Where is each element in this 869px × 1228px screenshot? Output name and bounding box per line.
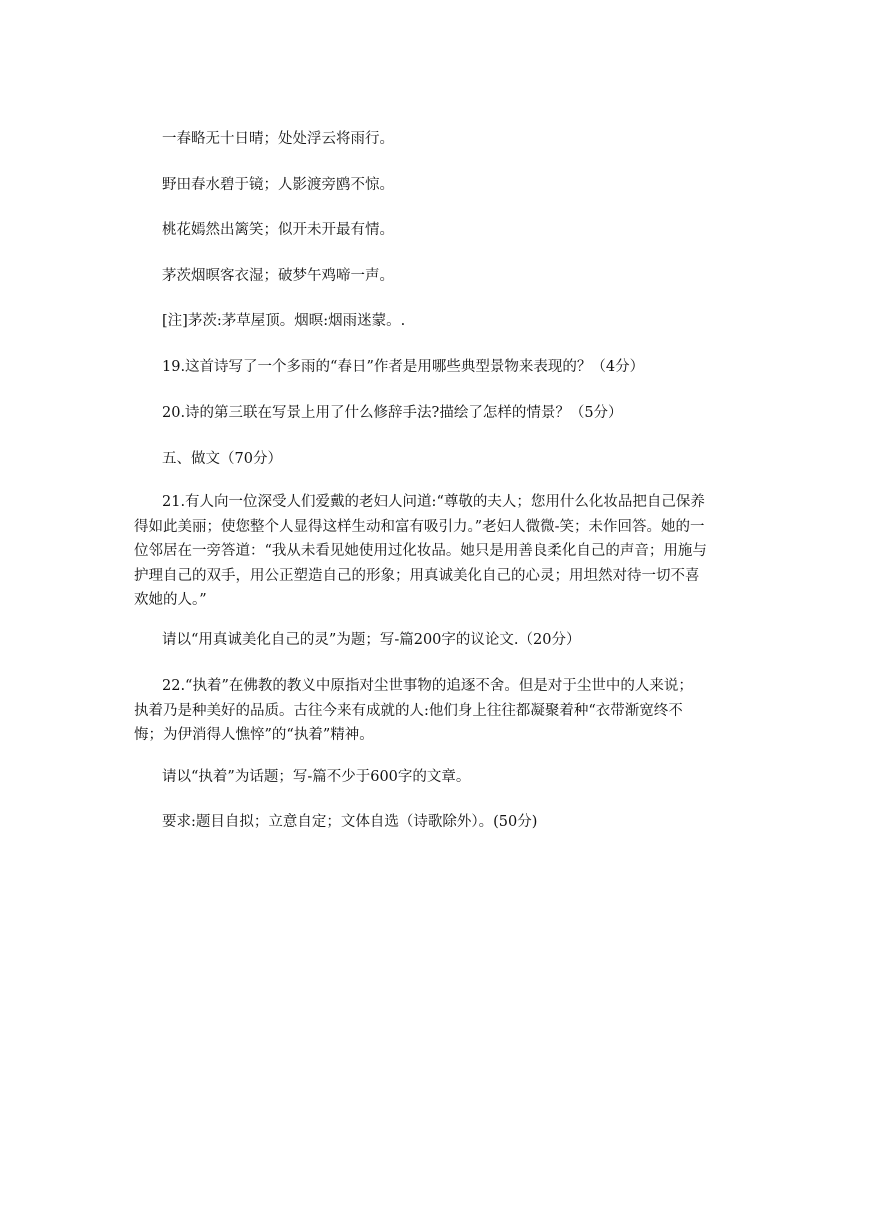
poem-line-2: 野田春水碧于镜；人影渡旁鸥不惊。: [162, 177, 394, 193]
question-21-task: 请以“用真诚美化自己的灵”为题；写-篇200字的议论文.（20分）: [162, 632, 581, 648]
poem-note: [注]茅茨:茅草屋顶。烟暝:烟雨迷蒙。.: [162, 313, 406, 329]
question-22-task: 请以“执着”为话题；写-篇不少于600字的文章。: [162, 769, 471, 785]
poem-line-4: 茅茨烟暝客衣湿；破梦午鸡啼一声。: [162, 268, 394, 284]
question-21-text: 21.有人向一位深受人们爱戴的老妇人问道:“尊敬的夫人；您用什么化妆品把自己保养得如此美丽；使您整个人显得这样生动和富有吸引力。”老妇人微微-笑；未作回答。她的一位邻居在一旁答道：“我从未看见她使用过化妆品。她只是用善良柔化自己的声音；用施与护理自己的双手，用公正塑造自己的形象；用真诚美化自己的心灵；用坦然对待一切不喜欢她的人。”: [134, 494, 707, 608]
poem-line-1: 一春略无十日晴；处处浮云将雨行。: [162, 131, 394, 147]
question-19: 19.这首诗写了一个多雨的“春日”作者是用哪些典型景物来表现的？（4分）: [162, 359, 645, 375]
poem-line-3: 桃花嫣然出篱笑；似开未开最有情。: [162, 222, 394, 238]
question-20: 20.诗的第三联在写景上用了什么修辞手法?描绘了怎样的情景？（5分）: [162, 405, 623, 421]
question-22-text: 22.“执着”在佛教的教义中原指对尘世事物的追逐不舍。但是对于尘世中的人来说；执着乃是种美好的品质。古往今来有成就的人:他们身上往往都凝聚着种“衣带渐宽终不悔；为伊消得人憔悴”的“执着”精神。: [134, 678, 693, 743]
question-22-requirements: 要求:题目自拟；立意自定；文体自选（诗歌除外）。(50分): [162, 814, 538, 830]
section-heading: 五、做文（70分）: [162, 451, 282, 467]
